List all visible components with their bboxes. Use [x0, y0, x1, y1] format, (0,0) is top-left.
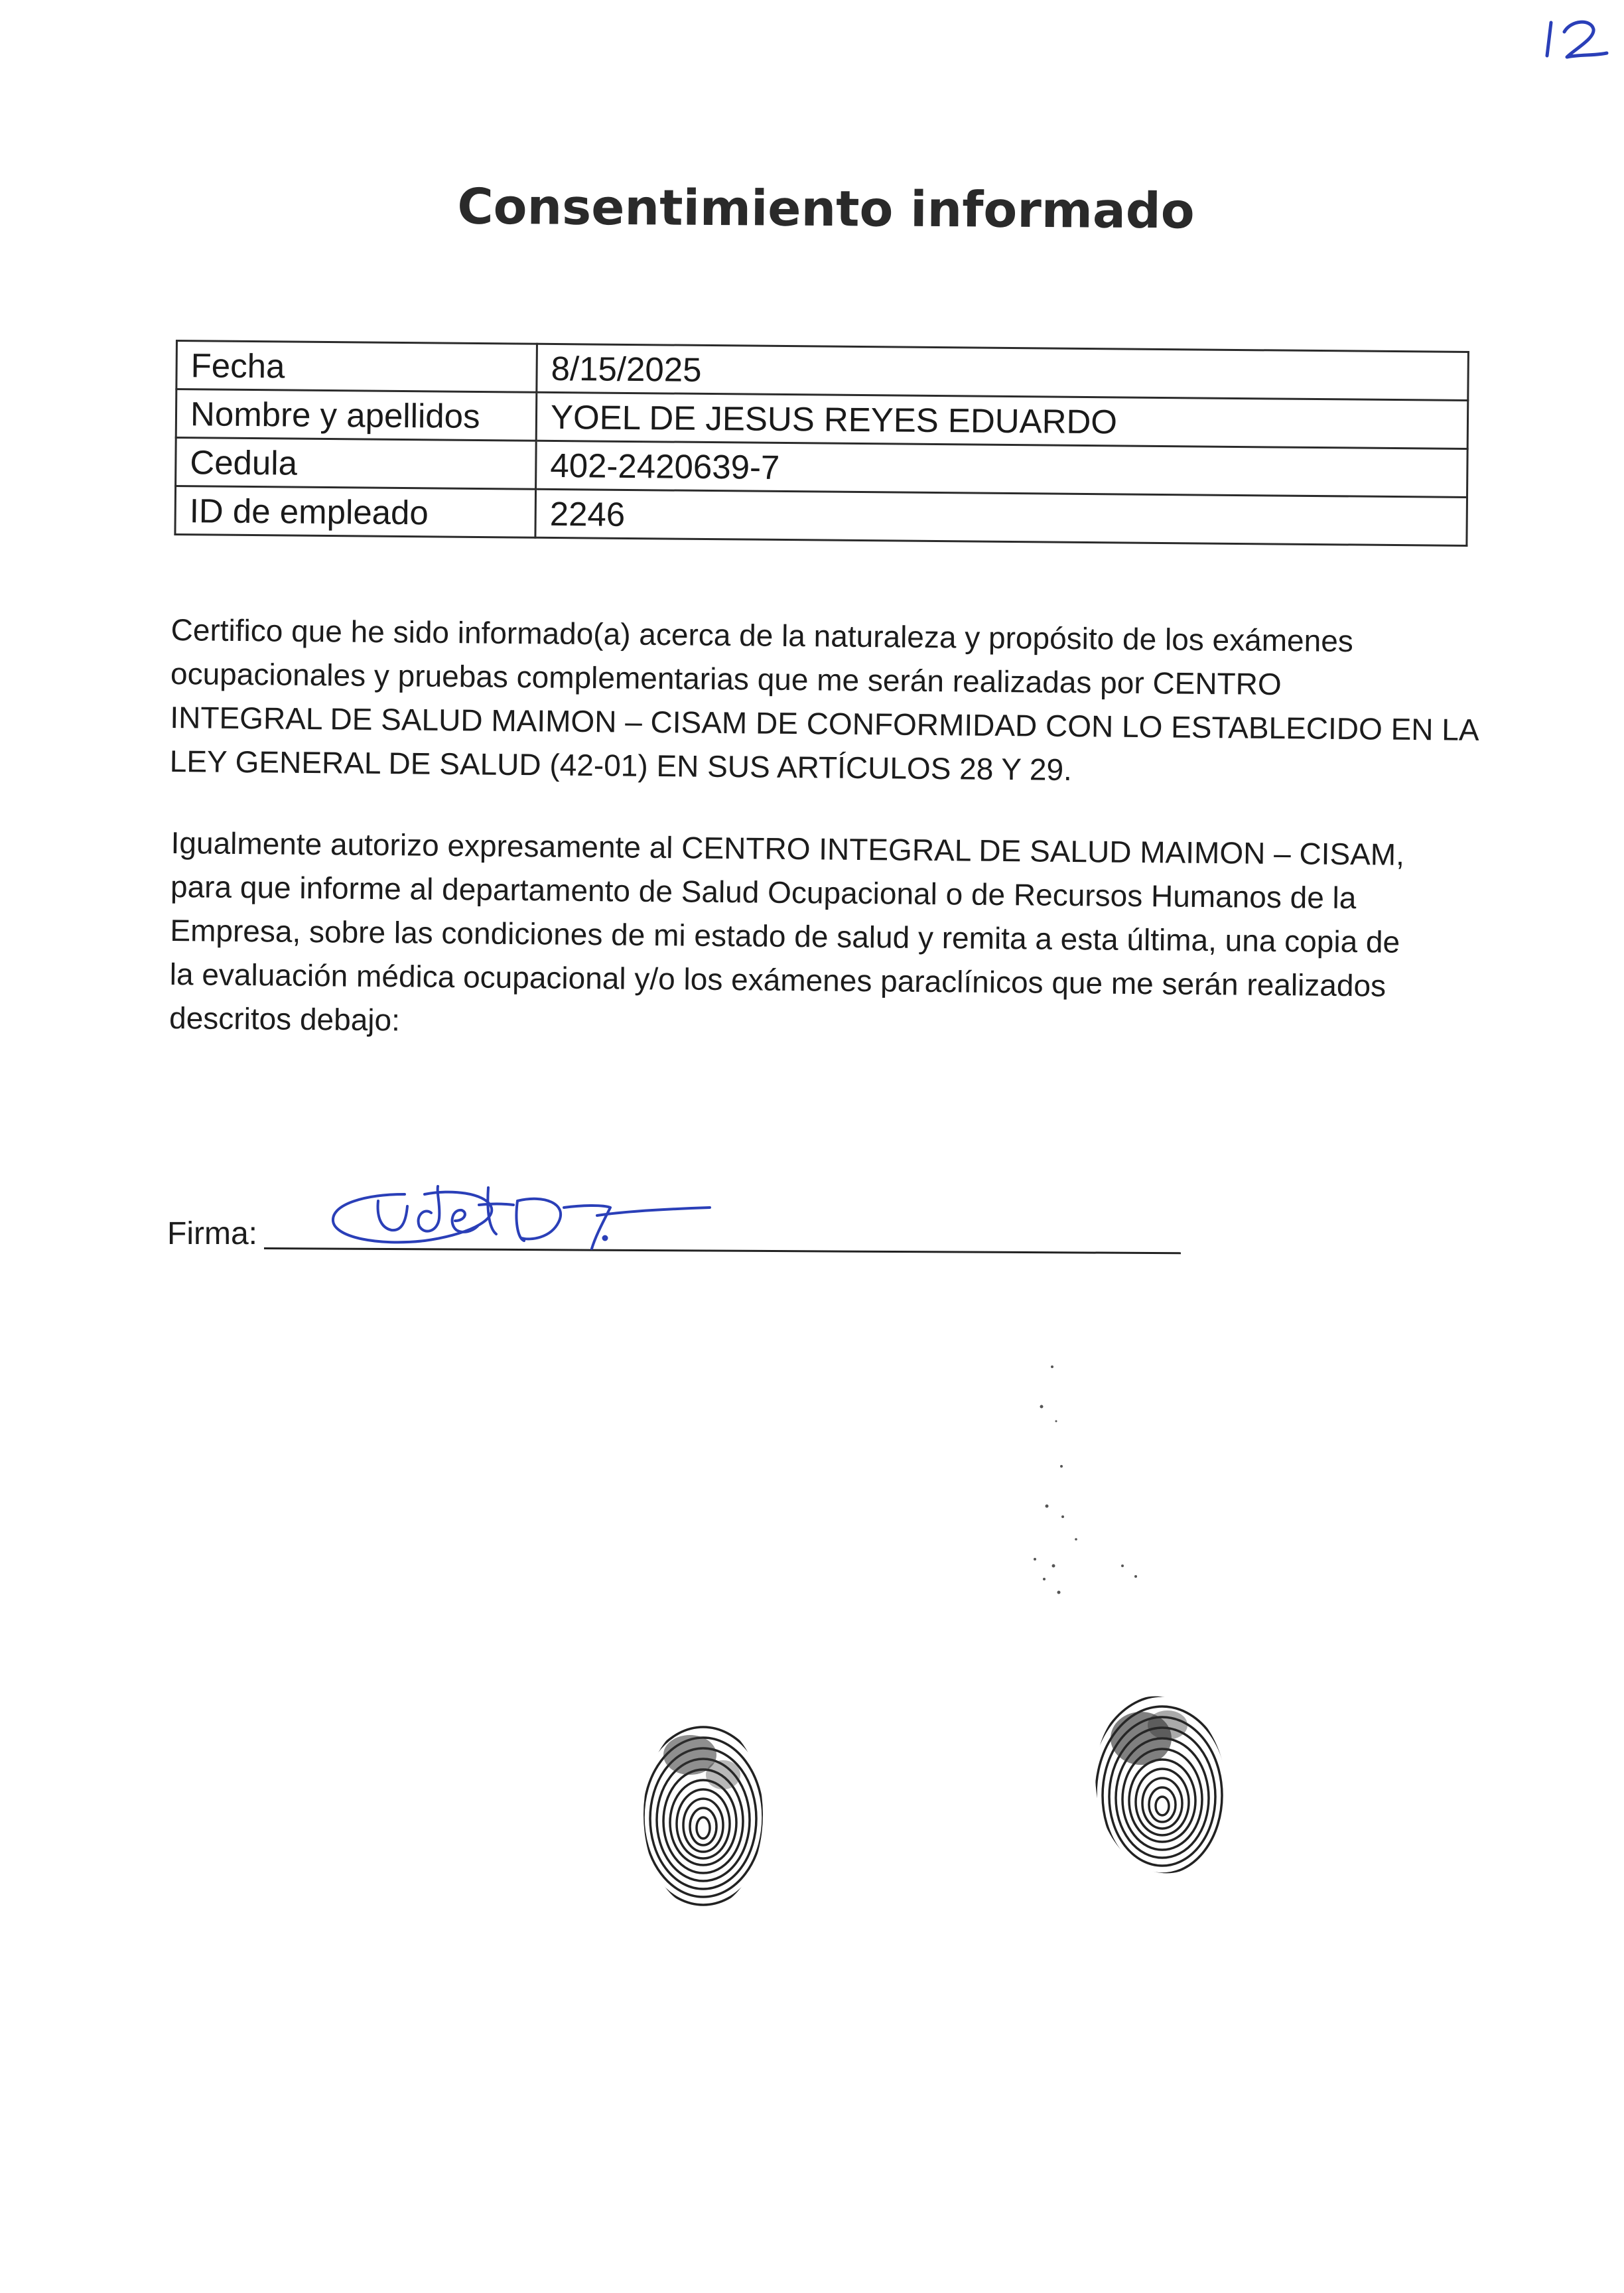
table-row-id-empleado — [175, 486, 1467, 546]
paragraph-line: INTEGRAL DE SALUD MAIMON – CISAM DE CONFORMIDAD CON LO ESTABLECIDO EN LA — [170, 699, 1479, 747]
consent-paragraph-2 — [169, 821, 1498, 1052]
table-value: 8/15/2025 — [537, 344, 1469, 400]
paragraph-line: Empresa, sobre las condiciones de mi estado de salud y remita a esta última, una copia de — [170, 912, 1400, 959]
handwritten-signature — [325, 1174, 723, 1261]
signature-label: Firma: — [167, 1216, 257, 1251]
document-title: Consentimiento informado — [457, 178, 1195, 240]
table-label: Nombre y apellidos — [176, 389, 537, 441]
table-label: ID de empleado — [175, 486, 536, 538]
table-label: Fecha — [176, 341, 537, 393]
page-number-handwritten — [1538, 9, 1617, 69]
paragraph-line: Certifico que he sido informado(a) acerca de la naturaleza y propósito de los exámenes — [170, 612, 1354, 659]
paragraph-line: LEY GENERAL DE SALUD (42-01) EN SUS ARTÍCULOS 28 Y 29. — [169, 743, 1073, 788]
fingerprint-right-icon — [1088, 1692, 1234, 1884]
table-label: Cedula — [176, 438, 537, 490]
paragraph-line: la evaluación médica ocupacional y/o los exámenes paraclínicos que me serán realizados — [169, 956, 1387, 1003]
paragraph-line: para que informe al departamento de Salud Ocupacional o de Recursos Humanos de la — [170, 869, 1357, 916]
fingerprint-left-icon — [637, 1715, 770, 1914]
paragraph-line: descritos debajo: — [169, 1000, 401, 1038]
scan-specks — [1015, 1360, 1181, 1606]
table-value: 402-2420639-7 — [536, 441, 1468, 497]
consent-paragraph-1 — [169, 608, 1497, 796]
table-value: 2246 — [535, 489, 1467, 545]
paragraph-line: Igualmente autorizo expresamente al CENTRO INTEGRAL DE SALUD MAIMON – CISAM, — [170, 825, 1405, 872]
table-value: YOEL DE JESUS REYES EDUARDO — [536, 392, 1468, 449]
employee-info-table — [174, 340, 1469, 547]
paragraph-line: ocupacionales y pruebas complementarias que me serán realizadas por CENTRO — [170, 656, 1282, 702]
